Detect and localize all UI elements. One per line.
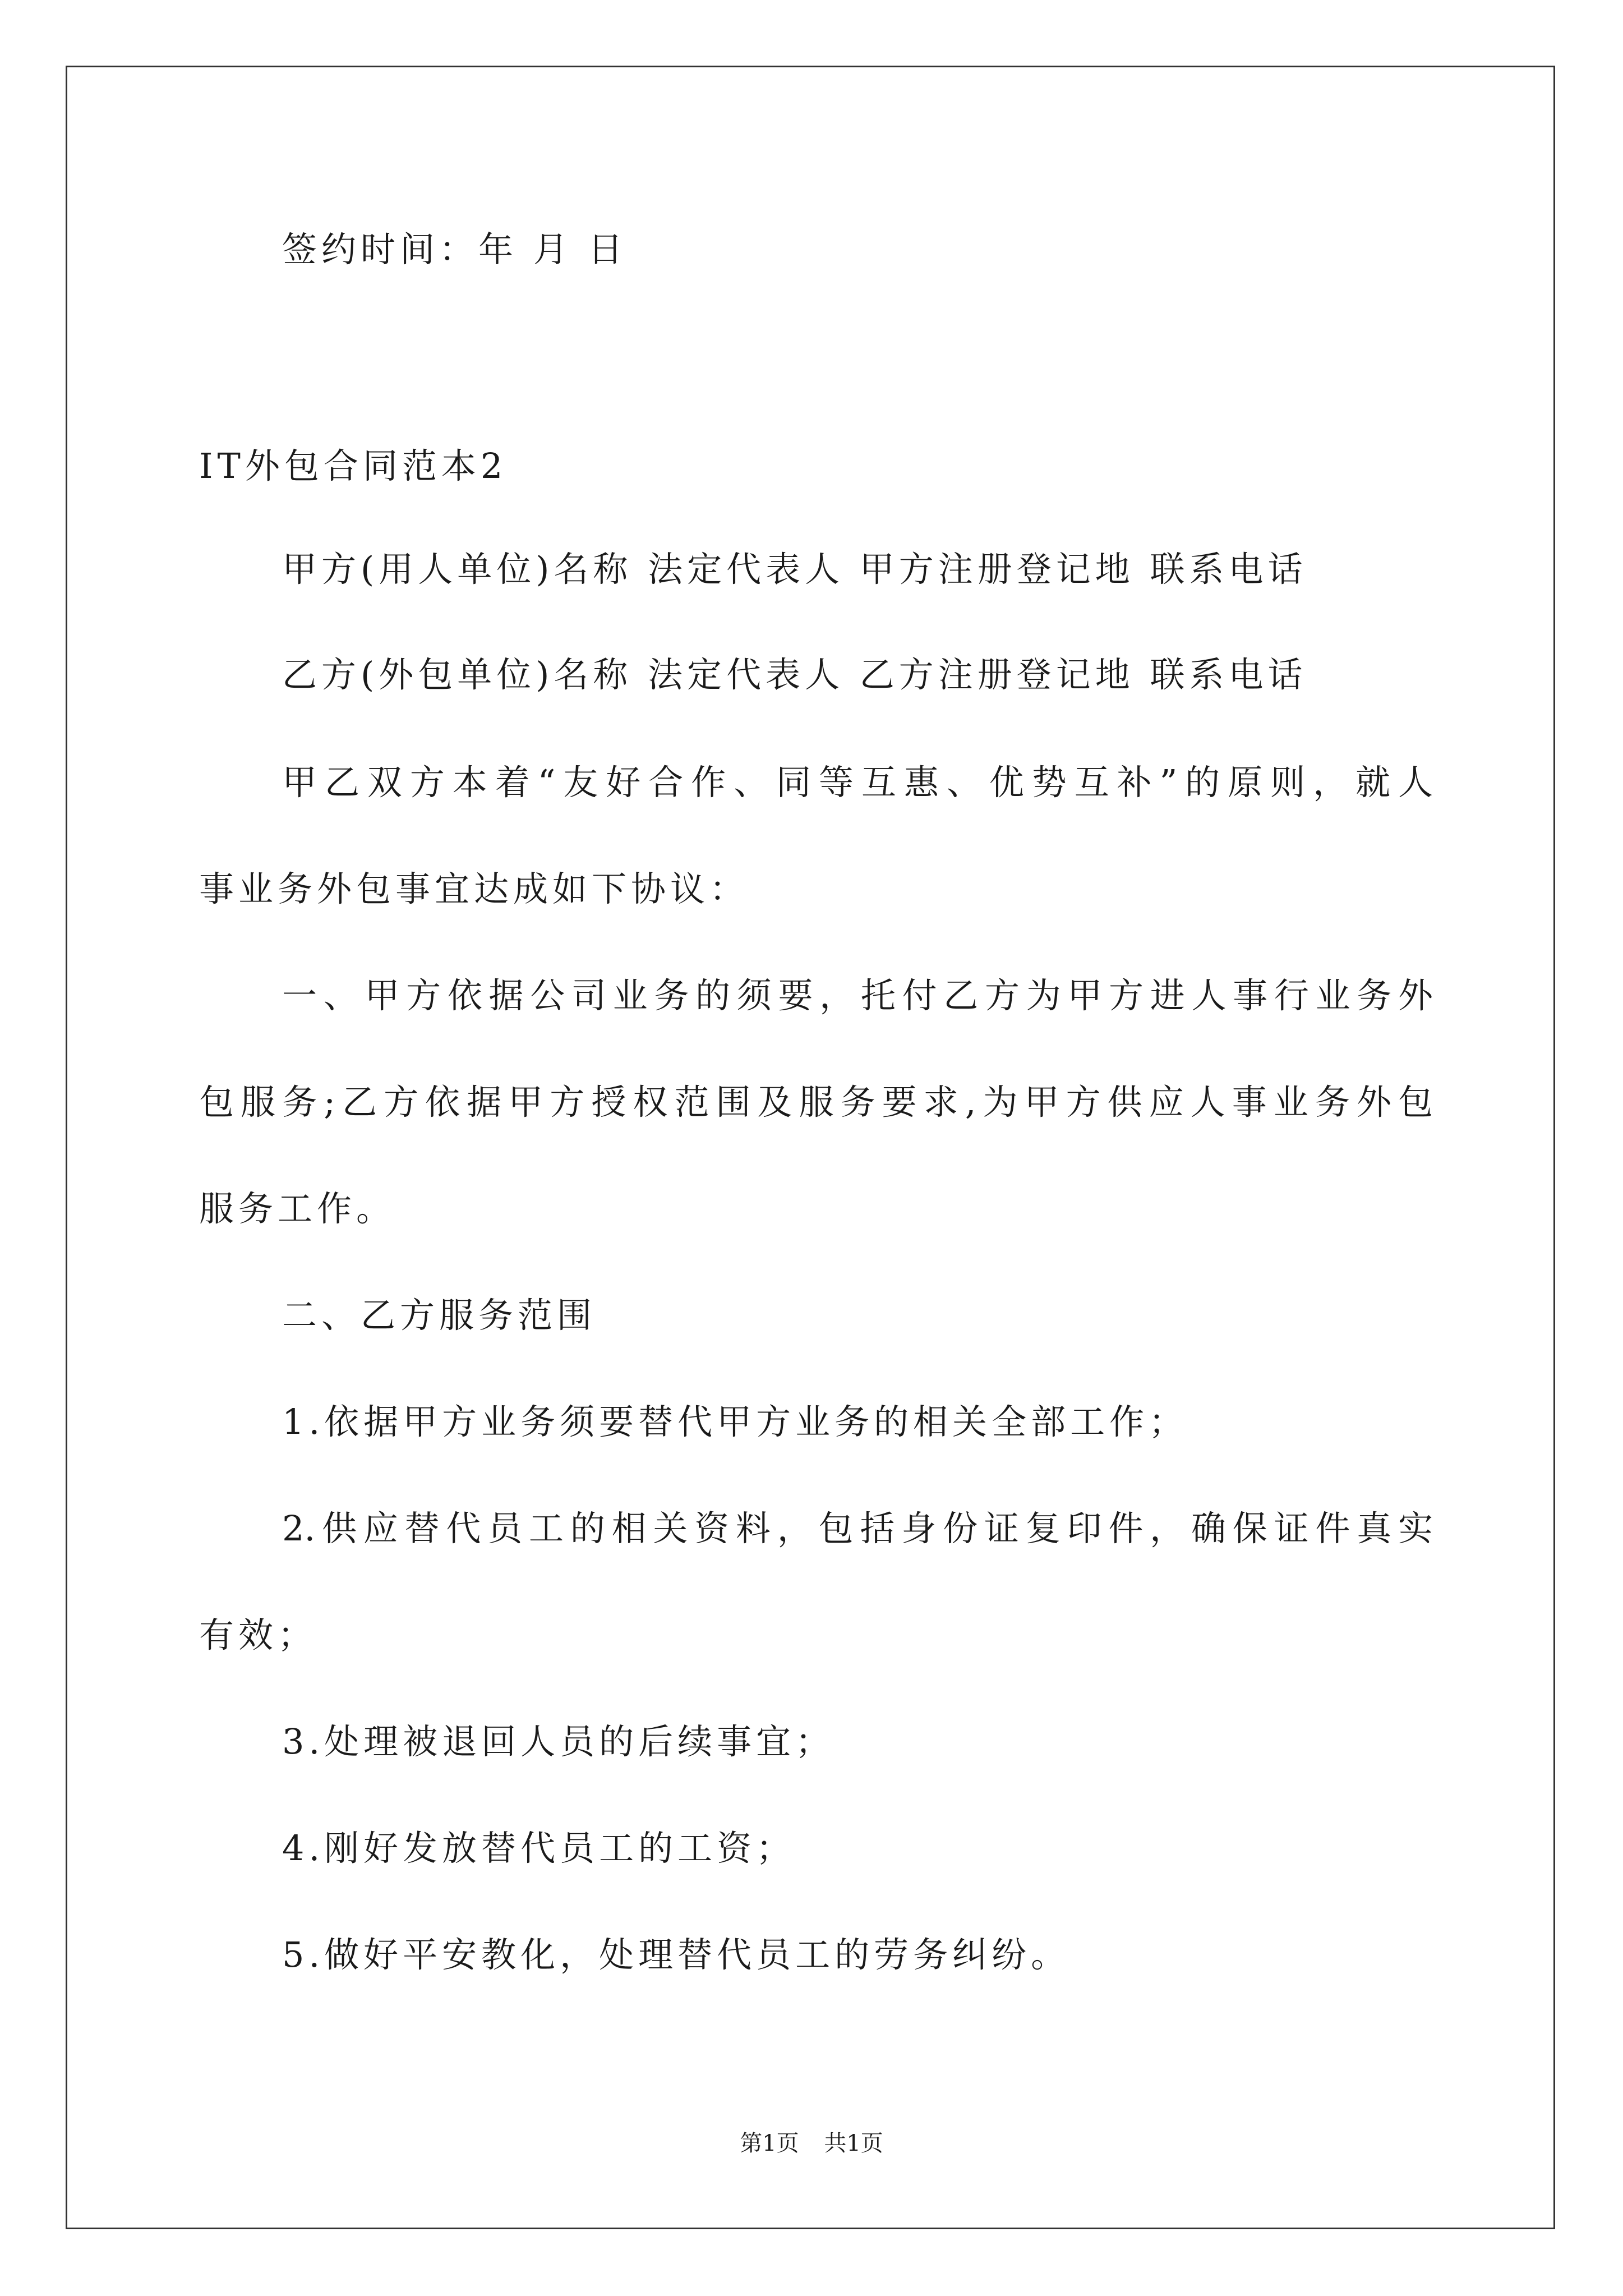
contract-title: IT外包合同范本2 [199, 445, 508, 486]
principle-line-1: 甲乙双方本着“友好合作、同等互惠、优势互补”的原则，就人 [282, 762, 1433, 803]
page-footer [0, 2129, 1623, 2158]
page-border [66, 66, 1555, 2229]
item-2-line-2: 有效； [199, 1614, 317, 1655]
clause-1-line-3: 服务工作。 [199, 1188, 396, 1229]
item-5: 5.做好平安教化，处理替代员工的劳务纠纷。 [282, 1934, 1071, 1975]
principle-line-2: 事业务外包事宜达成如下协议： [199, 868, 749, 909]
item-2-line-1: 2.供应替代员工的相关资料，包括身份证复印件，确保证件真实 [282, 1508, 1433, 1549]
party-b-line: 乙方(外包单位)名称 法定代表人 乙方注册登记地 联系电话 [282, 654, 1307, 695]
party-a-line: 甲方(用人单位)名称 法定代表人 甲方注册登记地 联系电话 [282, 549, 1307, 590]
clause-1-line-1: 一、甲方依据公司业务的须要，托付乙方为甲方进人事行业务外 [282, 975, 1433, 1016]
item-1: 1.依据甲方业务须要替代甲方业务的相关全部工作； [282, 1401, 1188, 1442]
page-number-current: 第1页 [740, 2131, 799, 2156]
item-4: 4.刚好发放替代员工的工资； [282, 1828, 796, 1869]
clause-2-heading: 二、乙方服务范围 [282, 1295, 597, 1336]
sign-date-line: 签约时间：年 月 日 [282, 229, 628, 270]
page-number-total: 共1页 [824, 2131, 883, 2156]
item-3: 3.处理被退回人员的后续事宜； [282, 1721, 835, 1762]
clause-1-line-2: 包服务;乙方依据甲方授权范围及服务要求,为甲方供应人事业务外包 [199, 1082, 1433, 1122]
